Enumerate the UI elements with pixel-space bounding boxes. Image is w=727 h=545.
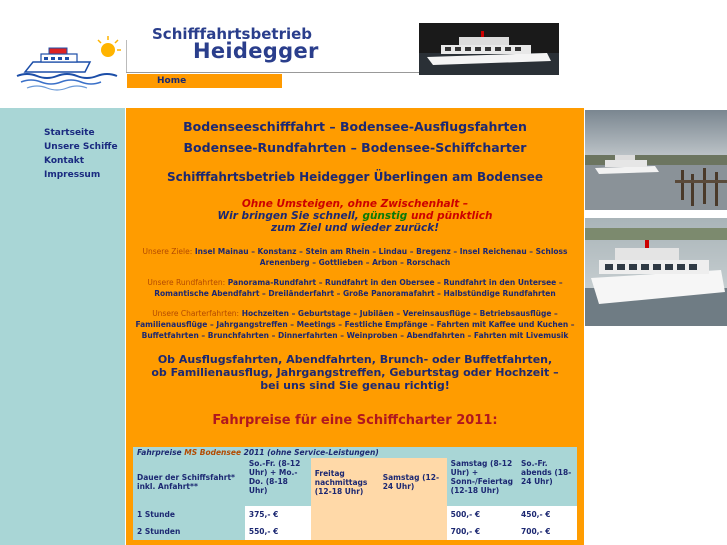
info-line3: bei uns sind Sie genau richtig!	[260, 379, 450, 392]
ziele-line1	[126, 246, 584, 257]
rundfahrten-label: Unsere Rundfahrten:	[147, 278, 226, 287]
header-ship-photo	[419, 23, 559, 75]
info-line2: ob Familienausflug, Jahrgangstreffen, Geburtstag oder Hochzeit –	[151, 366, 559, 379]
info-line1: Ob Ausflugsfahrten, Abendfahrten, Brunch- oder Buffetfahrten,	[157, 353, 553, 366]
table-row	[133, 506, 577, 523]
slogan-part-guenstig: günstig	[362, 210, 408, 222]
rundfahrten-line1	[126, 277, 584, 288]
page-subtitle: Schifffahrtsbetrieb Heidegger Überlingen am Bodensee	[166, 170, 544, 184]
header-col4: Samstag (8-12 Uhr) + Sonn-/Feiertag (12-18 Uhr)	[447, 458, 517, 506]
header-col2: Freitag nachmittags (12-18 Uhr)	[311, 458, 379, 506]
brand-name-line1: Schifffahrtsbetrieb	[152, 25, 313, 43]
charter-text1: Hochzeiten – Geburtstage – Jubiläen – Vereinsausflüge – Betriebsausflüge –	[239, 309, 558, 318]
header-dauer: Dauer der Schiffsfahrt* inkl. Anfahrt**	[133, 458, 245, 506]
logo-ship-icon	[15, 32, 125, 94]
brand-name-line2: Heidegger	[193, 39, 319, 63]
cell-dauer: 2 Stunden	[133, 523, 245, 540]
cell-price: 450,- €	[517, 506, 577, 523]
sidebar-item-kontakt[interactable]: Kontakt	[44, 156, 85, 166]
sidebar-item-startseite[interactable]: Startseite	[44, 128, 95, 138]
caption-part-a: Fahrpreise	[137, 448, 185, 457]
ziele-label: Unsere Ziele:	[142, 247, 193, 256]
cell-price: 500,- €	[447, 506, 517, 523]
caption-part-c: 2011 (ohne Service-Leistungen)	[241, 448, 379, 457]
page-title-line1: Bodenseeschifffahrt – Bodensee-Ausflugsfahrten	[183, 119, 527, 134]
header-divider-vertical	[126, 40, 127, 73]
price-table-caption	[133, 447, 577, 458]
cell-price: 375,- €	[245, 506, 311, 523]
cell-dauer: 1 Stunde	[133, 506, 245, 523]
charter-label: Unsere Charterfahrten:	[152, 309, 240, 318]
slogan-line2	[126, 210, 584, 222]
price-table	[133, 447, 577, 540]
rundfahrten-line2: Romantische Abendfahrt – Dreiländerfahrt – Große Panoramafahrt – Halbstündige Rundfahrten	[154, 289, 556, 298]
charter-line2: Familienausflüge – Jahrgangstreffen – Meetings – Festliche Empfänge – Fahrten mit Kaffee und Kuchen –	[135, 320, 575, 329]
charter-line1	[126, 308, 584, 319]
slogan-part-puenktlich: und pünktlich	[407, 210, 493, 222]
sidebar	[0, 108, 125, 545]
rundfahrten-text1: Panorama-Rundfahrt – Rundfahrt in den Obersee – Rundfahrt in den Untersee –	[225, 278, 563, 287]
ziele-line2: Arenenberg – Gottlieben – Arbon – Rorschach	[259, 258, 451, 267]
page-title-line2: Bodensee-Rundfahrten – Bodensee-Schiffcharter	[183, 140, 527, 155]
slogan-line1: Ohne Umsteigen, ohne Zwischenhalt –	[241, 198, 469, 210]
cell-price: 550,- €	[245, 523, 311, 540]
photo-ship-on-lake	[585, 218, 727, 326]
header-col5: So.-Fr. abends (18-24 Uhr)	[517, 458, 577, 506]
slogan-line3: zum Ziel und wieder zurück!	[270, 222, 440, 234]
charter-line3: Buffetfahrten – Brunchfahrten – Dinnerfahrten – Weinproben – Abendfahrten – Fahrten mit Livemusik	[141, 331, 569, 340]
fahrpreise-heading: Fahrpreise für eine Schiffcharter 2011:	[212, 413, 498, 428]
nav-tab-home[interactable]: Home	[127, 74, 282, 88]
ziele-text1: Insel Mainau – Konstanz – Stein am Rhein – Lindau – Bregenz – Insel Reichenau – Schloss	[192, 247, 568, 256]
cell-price: 700,- €	[447, 523, 517, 540]
header-col3: Samstag (12-24 Uhr)	[379, 458, 447, 506]
sidebar-item-unsere-schiffe[interactable]: Unsere Schiffe	[44, 142, 118, 152]
cell-empty	[311, 506, 379, 540]
sidebar-item-impressum[interactable]: Impressum	[44, 170, 101, 180]
cell-empty	[379, 506, 447, 540]
cell-price: 700,- €	[517, 523, 577, 540]
slogan-part-a: Wir bringen Sie schnell,	[217, 210, 363, 222]
caption-ship-name: MS Bodensee	[184, 448, 242, 457]
photo-ship-at-pier	[585, 110, 727, 210]
header-col1: So.-Fr. (8-12 Uhr) + Mo.-Do. (8-18 Uhr)	[245, 458, 311, 506]
